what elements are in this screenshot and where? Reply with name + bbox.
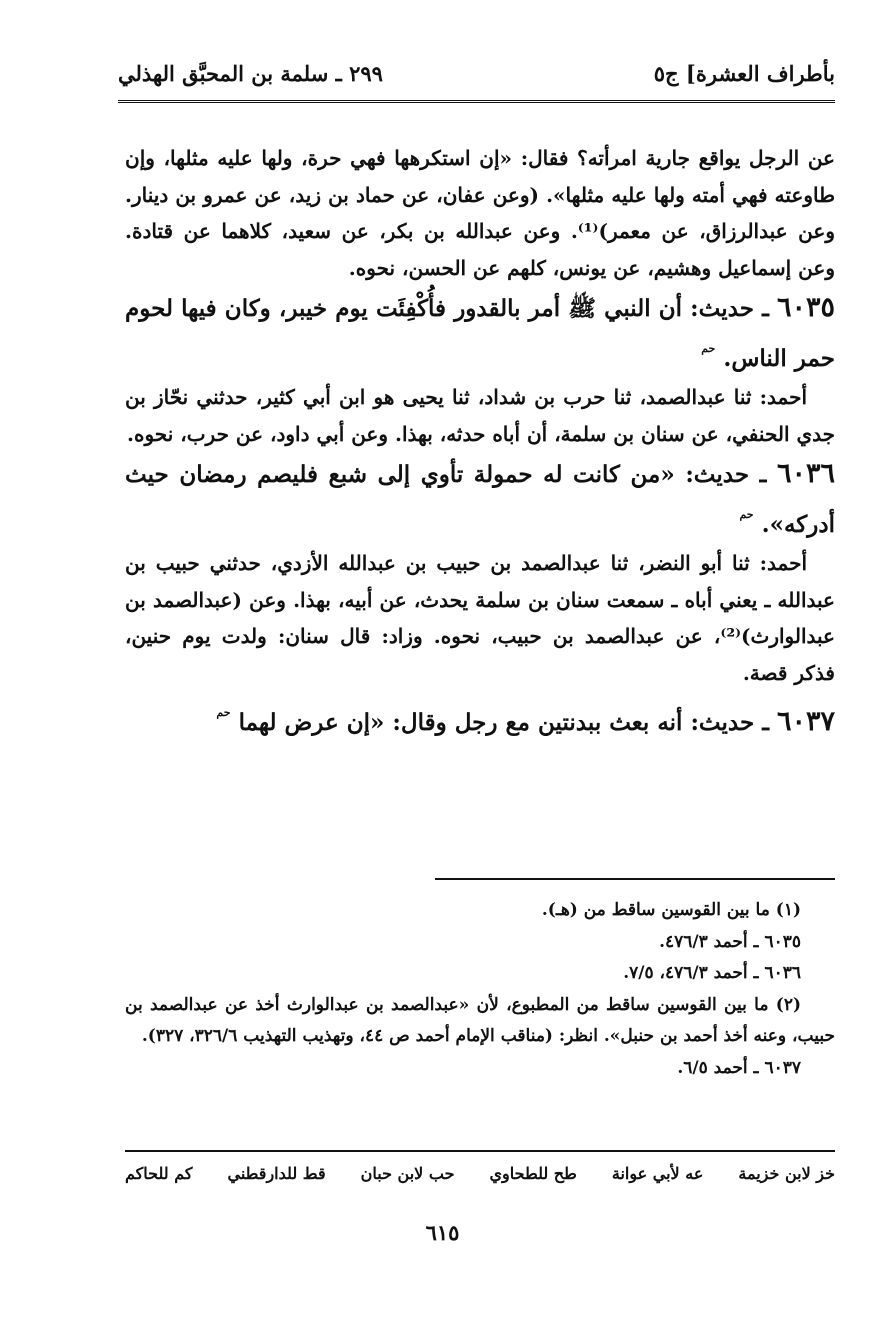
hadith-text: ـ حديث: «من كانت له حمولة تأوي إلى شبع فليصم رمضان حيث أدركه». <box>125 461 835 538</box>
hadith-6035 <box>125 288 835 379</box>
abbreviation-item: حب لابن حبان <box>360 1164 455 1183</box>
hadith-number: ٦٠٣٦ <box>776 458 835 489</box>
abbreviation-item: عه لأبي عوانة <box>611 1164 704 1183</box>
abbreviations-legend <box>125 1160 835 1188</box>
source-symbol: حم <box>216 706 231 719</box>
running-header <box>118 55 835 95</box>
hadith-6036 <box>125 454 835 545</box>
footnote-1: (١) ما بين القوسين ساقط من (هـ). <box>541 900 801 920</box>
footnote-ref-6037: ٦٠٣٧ ـ أحمد ٦/٥. <box>677 1057 801 1078</box>
source-symbol: حم <box>739 508 754 521</box>
main-text <box>125 140 835 743</box>
source-symbol: حم <box>701 342 716 355</box>
page-number: ٦١٥ <box>425 1220 460 1245</box>
footnote-ref-6035: ٦٠٣٥ ـ أحمد ٤٧٦/٣. <box>659 931 801 952</box>
abbreviations-rule <box>125 1150 835 1152</box>
hadith-6037 <box>125 693 835 743</box>
isnad-paragraph: أحمد: ثنا أبو النضر، ثنا عبدالصمد بن حبيب بن عبدالله الأزدي، حدثني حبيب بن عبدالله ـ يعني أباه ـ سمعت سنان بن سلمة يحدث، عن أبيه، بهذا. وعن (عبدالصمد بن عبدالوارث)⁽²⁾، عن عبدالصمد بن حبيب، نحوه. وزاد: قال سنان: ولدت يوم حنين، فذكر قصة. <box>125 551 835 685</box>
footnotes <box>125 895 835 1084</box>
header-chapter-title: ٢٩٩ ـ سلمة بن المحبَّق الهذلي <box>118 61 383 86</box>
hadith-text: ـ حديث: أنه بعث ببدنتين مع رجل وقال: «إن عرض لهما <box>238 709 769 736</box>
hadith-number: ٦٠٣٥ <box>776 292 835 323</box>
paragraph-continuation: عن الرجل يواقع جارية امرأته؟ فقال: «إن استكرهها فهي حرة، ولها عليه مثلها، وإن طاوعته فهي أمته ولها عليه مثلها». (وعن عفان، عن حماد بن زيد، عن عمرو بن دينار. وعن عبدالرزاق، عن معمر)⁽¹⁾. وعن عبدالله بن بكر، عن سعيد، كلاهما عن قتادة. وعن إسماعيل وهشيم، عن يونس، كلهم عن الحسن، نحوه. <box>125 146 835 280</box>
footnote-ref-6036: ٦٠٣٦ ـ أحمد ٤٧٦/٣، ٧/٥. <box>623 963 801 983</box>
header-book-title: بأطراف العشرة] ج٥ <box>653 61 835 86</box>
abbreviation-item: خز لابن خزيمة <box>738 1164 835 1183</box>
abbreviation-item: طح للطحاوي <box>489 1164 577 1183</box>
hadith-number: ٦٠٣٧ <box>776 706 835 737</box>
header-rule <box>118 100 835 103</box>
footnote-2: (٢) ما بين القوسين ساقط من المطبوع، لأن «عبدالصمد بن عبدالوارث أخذ عن عبدالصمد بن حبيب، وعنه أخذ أحمد بن حنبل». انظر: (مناقب الإمام أحمد ص ٤٤، وتهذيب التهذيب ٣٢٦/٦، ٣٢٧). <box>125 994 835 1046</box>
hadith-text: ـ حديث: أن النبي ﷺ أمر بالقدور فأُكْفِئَت يوم خيبر، وكان فيها لحوم حمر الناس. <box>125 295 835 372</box>
isnad-paragraph: أحمد: ثنا عبدالصمد، ثنا حرب بن شداد، ثنا يحيى هو ابن أبي كثير، حدثني نحّاز بن جدي الحنفي، عن سنان بن سلمة، أن أباه حدثه، بهذا. وعن أبي داود، عن حرب، نحوه. <box>125 385 835 446</box>
footnote-rule <box>435 878 835 880</box>
abbreviation-item: كم للحاكم <box>125 1164 193 1183</box>
abbreviation-item: قط للدارقطني <box>227 1164 326 1183</box>
